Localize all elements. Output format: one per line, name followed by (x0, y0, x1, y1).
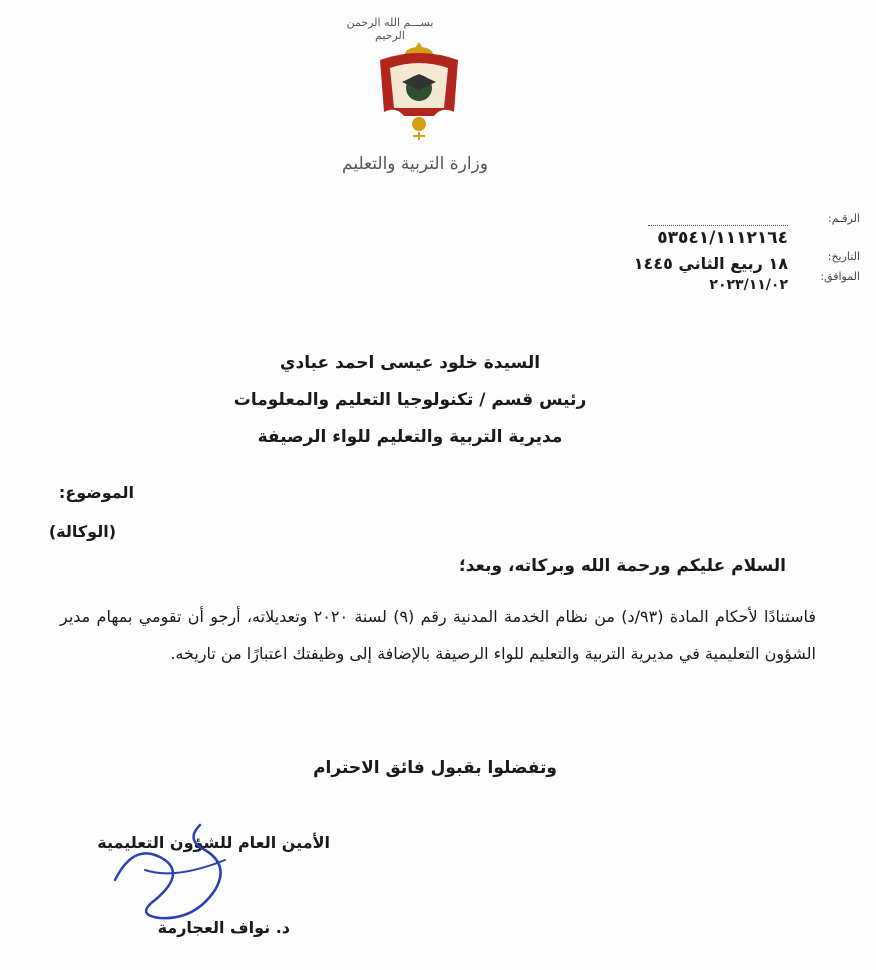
reference-dotted-line (648, 215, 788, 226)
meta-values (598, 228, 788, 293)
greeting: السلام عليكم ورحمة الله وبركاته، وبعد؛ (458, 556, 786, 576)
coat-of-arms-icon (372, 38, 466, 142)
bismillah-heading: بســـم الله الرحمن الرحيم (346, 16, 434, 42)
closing-line: وتفضلوا بقبول فائق الاحترام (313, 758, 557, 778)
signatory-title: الأمين العام للشؤون التعليمية (97, 833, 330, 852)
recipient-directorate: مديرية التربية والتعليم للواء الرصيفة (257, 427, 563, 447)
subject-label: الموضوع: (58, 483, 134, 502)
meta-labels (788, 212, 860, 290)
subject-value: (الوكالة) (48, 522, 116, 541)
recipient-block (200, 345, 620, 456)
date-label: التاريخ: (827, 250, 860, 263)
handwritten-signature-icon (105, 820, 245, 930)
gregorian-date: ٢٠٢٣/١١/٠٢ (709, 277, 788, 293)
recipient-name: السيدة خلود عيسى احمد عبادي (279, 353, 541, 373)
reference-number: ٥٣٥٤١/١١١٢١٦٤ (657, 228, 788, 248)
recipient-position: رئيس قسم / تكنولوجيا التعليم والمعلومات (233, 390, 587, 410)
hijri-date: ١٨ ربيع الثاني ١٤٤٥ (633, 254, 788, 273)
corresponding-label: الموافق: (820, 270, 860, 283)
ministry-name: وزارة التربية والتعليم (342, 154, 488, 174)
letter-body: فاستنادًا لأحكام المادة (٩٣/د) من نظام الخدمة المدنية رقم (٩) لسنة ٢٠٢٠ وتعديلاته، أرجو أن تقومي بمهام مدير الشؤون التعليمية في مديرية التربية والتعليم للواء الرصيفة بالإضافة إلى وظيفتك اعتبارًا من تاريخه. (60, 607, 816, 663)
signatory-name: د. نواف العجارمة (157, 918, 290, 937)
number-label: الرقـم: (828, 212, 860, 225)
